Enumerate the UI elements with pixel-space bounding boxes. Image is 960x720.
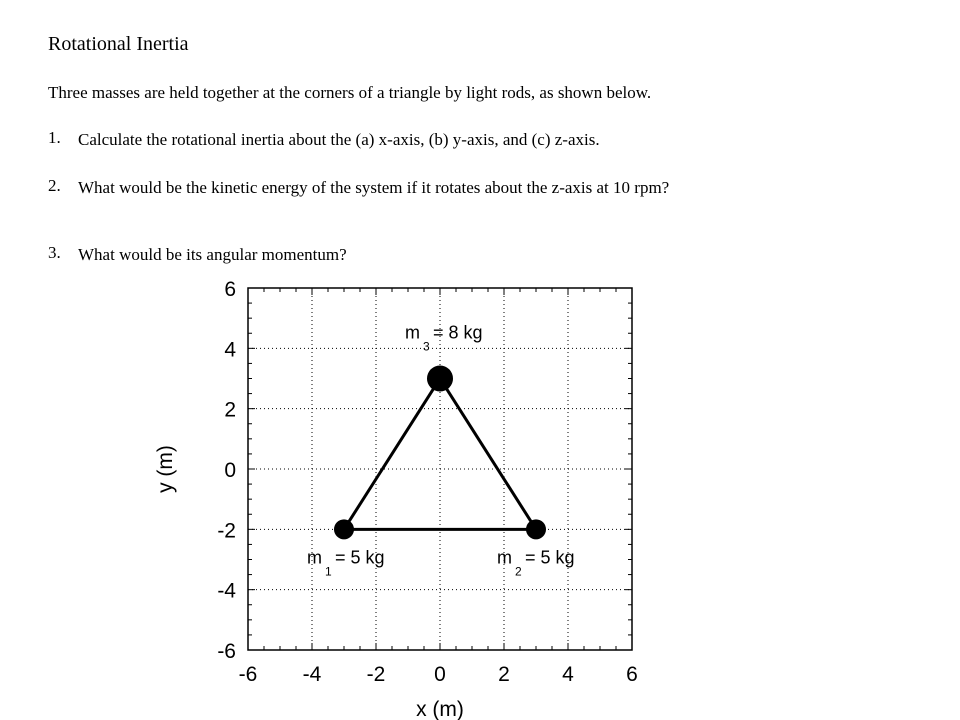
y-tick-label: -6 <box>217 640 236 663</box>
x-tick-label: -2 <box>366 663 386 686</box>
question-3-number: 3. <box>48 243 61 262</box>
mass-3-point <box>427 366 453 392</box>
x-tick-label: 4 <box>562 663 574 686</box>
mass-1-value: = 5 kg <box>335 547 385 568</box>
y-tick-label: 4 <box>224 338 236 362</box>
x-tick-label: -4 <box>302 663 322 686</box>
question-1-number: 1. <box>48 128 61 147</box>
y-tick-label: -2 <box>217 519 236 543</box>
x-tick-label: 0 <box>434 663 446 686</box>
question-3-text: What would be its angular momentum? <box>78 245 347 264</box>
question-2-number: 2. <box>48 176 61 195</box>
mass-2-subscript: 2 <box>515 564 522 579</box>
x-tick-label: 6 <box>626 663 638 686</box>
x-tick-label: 2 <box>498 663 510 686</box>
mass-2-symbol: m <box>497 547 512 568</box>
question-2-text: What would be the kinetic energy of the system if it rotates about the z-axis at 10 rpm? <box>78 178 670 197</box>
y-tick-label: 0 <box>224 459 236 482</box>
y-tick-label: 2 <box>224 398 236 422</box>
rod-line <box>344 379 440 530</box>
mass-3-value: = 8 kg <box>433 322 483 343</box>
mass-1-point <box>334 519 354 539</box>
y-tick-label: -4 <box>217 579 236 603</box>
mass-2-point <box>526 519 546 539</box>
y-tick-label: 6 <box>224 278 236 301</box>
mass-3-subscript: 3 <box>423 339 430 354</box>
mass-1-symbol: m <box>307 547 322 568</box>
question-1-text: Calculate the rotational inertia about the (a) x-axis, (b) y-axis, and (c) z-axis. <box>78 130 600 149</box>
mass-1-subscript: 1 <box>325 564 332 579</box>
mass-3-symbol: m <box>405 322 420 343</box>
y-axis-label: y (m) <box>154 445 177 493</box>
rod-line <box>440 379 536 530</box>
x-axis-label: x (m) <box>416 698 464 720</box>
x-tick-label: -6 <box>238 663 258 686</box>
intro-text: Three masses are held together at the corners of a triangle by light rods, as shown below. <box>48 83 652 102</box>
mass-2-value: = 5 kg <box>525 547 575 568</box>
document-title: Rotational Inertia <box>48 33 189 55</box>
